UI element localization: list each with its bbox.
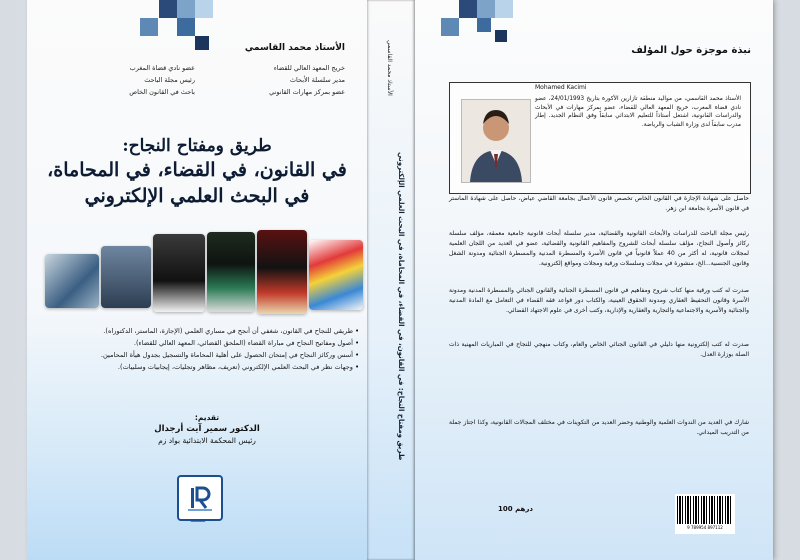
credential: عضو بمركز مهارات القانوني bbox=[269, 88, 345, 96]
cover-photo-collage bbox=[45, 226, 365, 316]
back-cover bbox=[415, 0, 773, 560]
publisher-name: ━━━━━━ bbox=[190, 519, 206, 524]
judge-gown-image bbox=[207, 232, 255, 312]
title-line: طريق ومفتاح النجاح: bbox=[122, 136, 272, 156]
title-line: في البحث العلمي الإلكتروني bbox=[84, 185, 310, 207]
author-photo bbox=[461, 99, 531, 183]
author-credentials bbox=[55, 64, 345, 96]
list-item: • أصول ومفاتيح النجاح في مباراة القضاء (الملحق القضائي، المعهد العالي للقضاء). bbox=[47, 338, 359, 349]
preface-role: رئيس المحكمة الابتدائية بواد زم bbox=[158, 436, 256, 445]
bio-paragraph: حاصل على شهادة الإجازة في القانون الخاص تخصص قانون الأعمال بجامعة القاضي عياض، حاصل على شهادة الماستر في قانون الأسرة بجامعة ابن زهر. bbox=[449, 195, 749, 212]
lawyer-image bbox=[153, 234, 205, 312]
credential: خريج المعهد العالي للقضاء bbox=[273, 64, 345, 72]
credential: مدير سلسلة الأبحاث bbox=[289, 76, 345, 84]
list-item: • طريقي للنجاح في القانون، شغفي أن أنجح في مساري العلمي (الإجازة، الماستر، الدكتوراه). bbox=[47, 326, 359, 337]
credential: عضو نادي قضاة المغرب bbox=[129, 64, 195, 72]
isbn-barcode bbox=[675, 494, 735, 534]
graduate-image bbox=[257, 230, 307, 314]
laptop-image bbox=[45, 254, 99, 308]
list-item: • وجهات نظر في البحث العلمي الإلكتروني (تعريف، مظاهر وتجليات، إيجابيات وسلبيات). bbox=[47, 362, 359, 373]
office-image bbox=[101, 246, 151, 308]
price-label: 100 درهم bbox=[498, 505, 534, 513]
credential: باحث في القانون الخاص bbox=[129, 88, 195, 96]
publisher-logo bbox=[177, 475, 223, 521]
bio-paragraph: شارك في العديد من الندوات العلمية والوطنية وحضر العديد من التكوينات في مختلف المجالات القانونية، وكذا اجتاز جملة من التدريب الميداني. bbox=[449, 419, 749, 436]
bio-intro: الأستاذ محمد القاسمي، من مواليد منطقة تازارين الأكورة بتاريخ 24/01/1993، عضو نادي قضاة المغرب، خريج المعهد العالي للقضاء، عضو بمركز مهارات في الأبحاث والدراسات القانونية، اشتغل أستاذاً للتعليم الابتدائي سابقاً وفق النظام الجديد. إطار مدرب سابقاً لدى وزارة الشباب والرياضة. bbox=[535, 96, 741, 128]
front-cover bbox=[27, 0, 367, 560]
preface-block bbox=[67, 413, 347, 445]
list-item: • أسس وركائز النجاح في إمتحان الحصول على أهلية المحاماة والتسجيل بجدول هيأة المحامين. bbox=[47, 350, 359, 361]
spine-title: طريق ومفتاح النجاح: في القانون، في القضاء، في المحاماة، في البحث العلمي الإلكتروني bbox=[397, 151, 405, 460]
credential: رئيس مجلة الباحث bbox=[144, 76, 195, 84]
bio-paragraph: صدرت له كتب ورقية منها كتاب شروح ومفاهيم في قانون المسطرة الجنائية والقانون الجنائي والمسطرة المدنية ومدونة الأسرة وقانون التحفيظ العقاري ومدونة الحقوق العينية، والكتاب دور قواعد فقه القضاء في التعامل مع المادة المدنية والجنائية والأسرية والاجتماعية والتجارية والعقارية والإدارية، وكتب أخرى في علوم الاجتهاد القضائي. bbox=[449, 287, 749, 314]
book-spine bbox=[367, 0, 415, 560]
preface-label: تقديم: bbox=[194, 413, 220, 422]
bio-heading: نبذة موجزة حول المؤلف bbox=[631, 45, 751, 56]
isbn-number: 9 789954 897112 bbox=[687, 525, 723, 530]
computer-image bbox=[309, 240, 363, 310]
spine-author: الأستاذ محمد القاسمي bbox=[386, 40, 393, 96]
title-line: في القانون، في القضاء، في المحاماة، bbox=[47, 159, 347, 181]
bio-paragraph: رئيس مجلة الباحث للدراسات والأبحاث القانونية والقضائية، مدير سلسلة أبحاث قانونية جامعية معمقة، مؤلف سلسلة ركائز وأصول النجاح، مؤلف سلسلة أبحاث للشروح والمفاهيم القانونية والقضائية، عضو في العديد من اللجان العلمية لمجلات قانونية، له أكثر من 40 عملاً قانونياً في قانون الأسرة والمسطرة المدنية والمسطرة الجنائية ومدونة الشغل وقانون الجنسية...الخ، منشورة في مجلات وسلسلات ورقية ومجلات ومواقع إلكترونية. bbox=[449, 230, 749, 267]
contents-list bbox=[47, 326, 359, 374]
book-title bbox=[35, 135, 359, 209]
bio-paragraph: صدرت له كتب إلكترونية منها دليلي في القانون الجنائي الخاص والعام، وكتاب منهجي للنجاح في المباريات المهنية ذات الصلة بوزارة العدل. bbox=[449, 341, 749, 358]
author-name: الأستاذ محمد القاسمي bbox=[244, 43, 345, 53]
barcode-bars bbox=[677, 496, 733, 524]
author-latin-name: Mohamed Kacimi bbox=[535, 84, 587, 91]
preface-name: الدكتور سمير آيت أرجدال bbox=[154, 424, 260, 434]
